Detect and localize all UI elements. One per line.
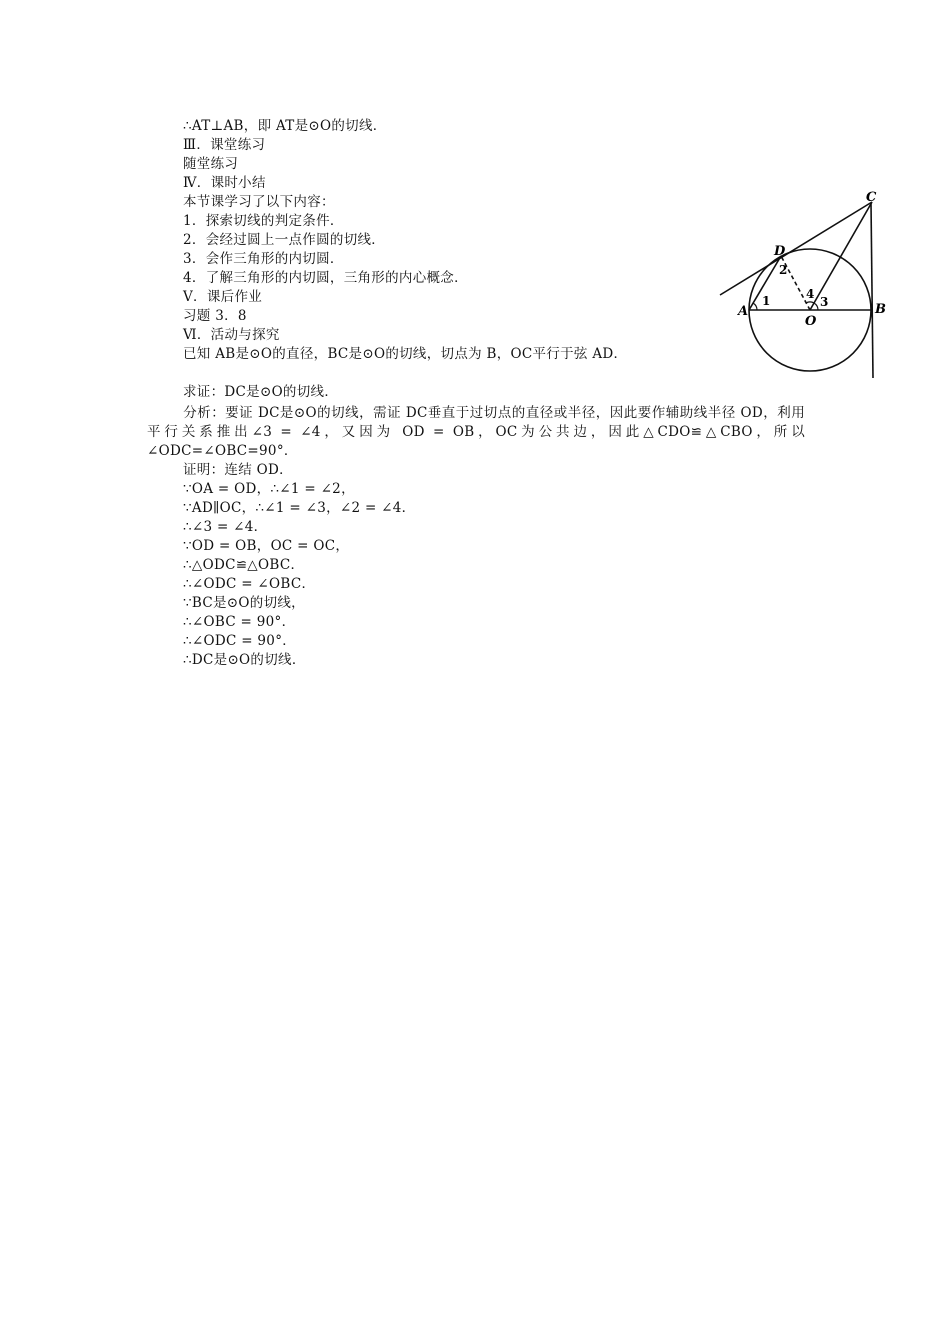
proof-line-10: ∴∠ODC = 90°．	[183, 633, 297, 649]
summary-item-3: 3．会作三角形的内切圆．	[183, 251, 344, 267]
problem-statement: 已知 AB是⊙O的直径，BC是⊙O的切线，切点为 B，OC平行于弦 AD．	[183, 346, 628, 362]
section-heading-homework: Ⅴ．课后作业	[183, 289, 263, 305]
proof-line-11: ∴DC是⊙O的切线．	[183, 652, 306, 668]
label-angle-3: 3	[820, 295, 829, 309]
proof-line-8: ∵BC是⊙O的切线，	[183, 595, 305, 611]
section-heading-practice: Ⅲ．课堂练习	[183, 137, 266, 153]
proof-line-3: ∵AD∥OC，∴∠1 = ∠3，∠2 = ∠4．	[183, 500, 416, 516]
section-heading-summary: Ⅳ．课时小结	[183, 175, 266, 191]
summary-item-2: 2．会经过圆上一点作圆的切线．	[183, 232, 386, 248]
summary-item-4: 4．了解三角形的内切圆，三角形的内心概念．	[183, 270, 468, 286]
summary-item-1: 1．探索切线的判定条件．	[183, 213, 344, 229]
analysis-paragraph	[147, 404, 805, 461]
tangent-dc	[720, 202, 872, 295]
geometry-figure	[712, 185, 887, 385]
homework-item: 习题 3．8	[183, 308, 247, 324]
proof-line-4: ∴∠3 = ∠4．	[183, 519, 268, 535]
label-angle-1: 1	[762, 294, 771, 308]
label-o: O	[805, 314, 817, 329]
proof-line-7: ∴∠ODC = ∠OBC．	[183, 576, 316, 592]
segment-oc	[810, 202, 872, 310]
tangent-bc	[871, 203, 873, 378]
analysis-text: 分析：要证 DC是⊙O的切线，需证 DC垂直于过切点的直径或半径，因此要作辅助线半径 OD，利用平行关系推出∠3 = ∠4，又因为 OD = OB，OC为公共边，因此△CDO≌△CBO，所以∠ODC=∠OBC=90°．	[147, 405, 805, 459]
label-b: B	[875, 302, 886, 317]
label-angle-2: 2	[779, 263, 788, 277]
label-c: C	[866, 190, 877, 205]
proof-line-5: ∵OD = OB，OC = OC，	[183, 538, 350, 554]
practice-item: 随堂练习	[183, 156, 239, 172]
conclusion-line: ∴AT⊥AB，即 AT是⊙O的切线．	[183, 118, 387, 134]
label-a: A	[738, 304, 749, 319]
proof-line-1: 证明：连结 OD．	[183, 462, 293, 478]
label-d: D	[774, 244, 786, 259]
proof-line-2: ∵OA = OD，∴∠1 = ∠2，	[183, 481, 355, 497]
summary-intro: 本节课学习了以下内容：	[183, 194, 335, 210]
proof-line-6: ∴△ODC≌△OBC．	[183, 557, 305, 573]
section-heading-activity: Ⅵ．活动与探究	[183, 327, 280, 343]
angle-arc-1	[753, 303, 757, 310]
angle-arc-4	[806, 302, 814, 303]
prove-statement: 求证：DC是⊙O的切线．	[183, 384, 339, 400]
angle-arc-3	[814, 303, 818, 310]
proof-line-9: ∴∠OBC = 90°．	[183, 614, 296, 630]
label-angle-4: 4	[806, 287, 815, 301]
